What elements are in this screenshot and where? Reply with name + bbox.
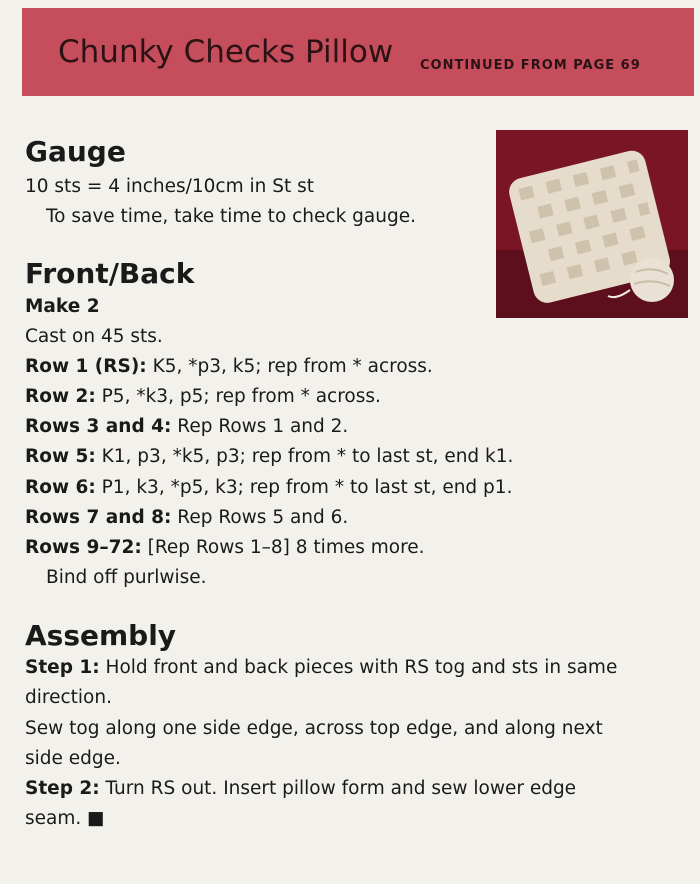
row-instruction: Rows 3 and 4: Rep Rows 1 and 2. xyxy=(25,416,349,437)
cast-on: Cast on 45 sts. xyxy=(25,326,163,347)
gauge-heading: Gauge xyxy=(25,135,126,168)
step-2: Step 2: Turn RS out. Insert pillow form and sew lower edge xyxy=(25,778,577,799)
row-instruction: Row 2: P5, *k3, p5; rep from * across. xyxy=(25,386,381,407)
row-instruction: Rows 7 and 8: Rep Rows 5 and 6. xyxy=(25,507,349,528)
gauge-line: 10 sts = 4 inches/10cm in St st xyxy=(25,176,315,197)
gauge-note: To save time, take time to check gauge. xyxy=(46,206,416,227)
row-instruction: Rows 9–72: [Rep Rows 1–8] 8 times more. xyxy=(25,537,425,558)
end-square-icon: ■ xyxy=(87,808,105,829)
sew-instruction: Sew tog along one side edge, across top edge, and along next xyxy=(25,718,603,739)
bind-off: Bind off purlwise. xyxy=(46,567,207,588)
continued-note: CONTINUED FROM PAGE 69 xyxy=(420,58,641,73)
title-banner xyxy=(22,8,694,96)
pillow-image xyxy=(496,130,688,318)
make-count: Make 2 xyxy=(25,296,100,317)
step-1: Step 1: Hold front and back pieces with RS tog and sts in same xyxy=(25,657,618,678)
row-instruction: Row 5: K1, p3, *k5, p3; rep from * to last st, end k1. xyxy=(25,446,514,467)
row-instruction: Row 6: P1, k3, *p5, k3; rep from * to last st, end p1. xyxy=(25,477,513,498)
step-2-continued: seam. ■ xyxy=(25,808,105,829)
step-1-continued: direction. xyxy=(25,687,112,708)
row-instruction: Row 1 (RS): K5, *p3, k5; rep from * across. xyxy=(25,356,433,377)
sew-instruction-continued: side edge. xyxy=(25,748,121,769)
assembly-heading: Assembly xyxy=(25,619,177,652)
page-title: Chunky Checks Pillow xyxy=(58,34,394,70)
pillow-photo xyxy=(496,130,688,318)
front-back-heading: Front/Back xyxy=(25,257,195,290)
